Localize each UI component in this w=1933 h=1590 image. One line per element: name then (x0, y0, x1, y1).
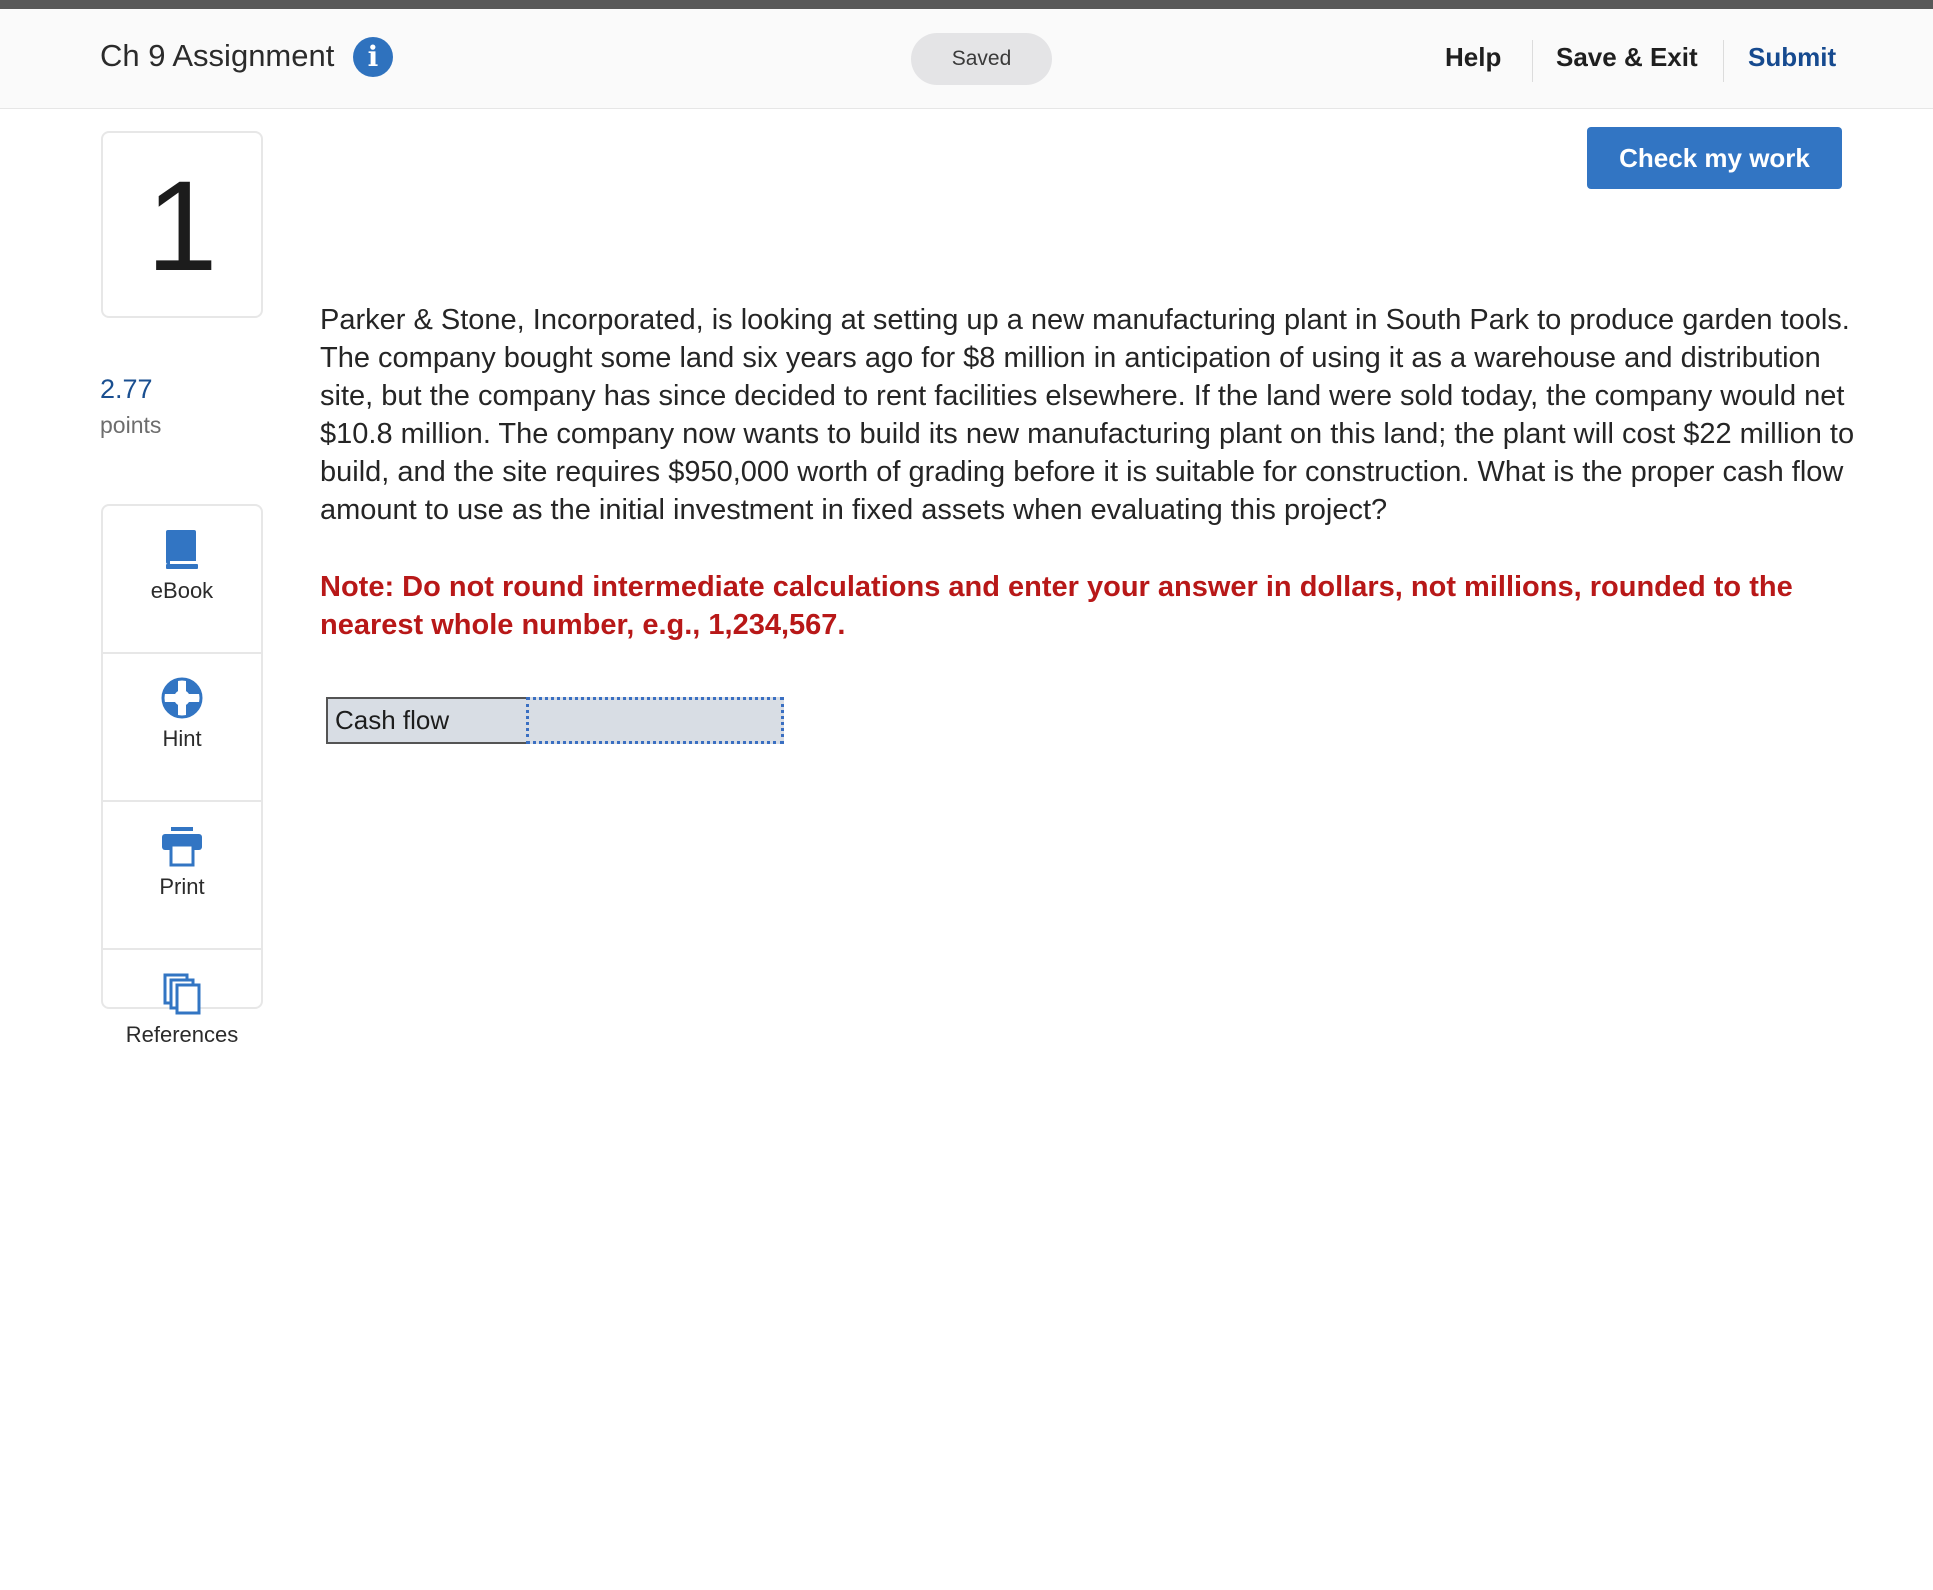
lifebuoy-icon (160, 676, 204, 720)
hint-button[interactable] (103, 676, 261, 802)
print-button[interactable] (103, 824, 261, 950)
points-value: 2.77 (100, 374, 153, 404)
hint-label: Hint (162, 726, 202, 751)
print-label: Print (159, 874, 205, 899)
submit-link[interactable]: Submit (1748, 42, 1837, 72)
book-icon (162, 528, 202, 572)
question-number: 1 (101, 131, 263, 318)
references-label: References (125, 1022, 239, 1047)
top-strip (0, 0, 1933, 9)
question-text: Parker & Stone, Incorporated, is looking at setting up a new manufacturing plant in South Park to produce garden tools. The company bought some land six years ago for $8 million in anticipation of using it as a warehouse and distribution site, but the company has since decided to rent facilities elsewhere. If the land were sold today, the company would net $10.8 million. The company now wants to build its new manufacturing plant on this land; the plant will cost $22 million to build, and the site requires $950,000 worth of grading before it is suitable for construction. What is the proper cash flow amount to use as the initial investment in fixed assets when evaluating this project? (320, 304, 1855, 526)
points-label: points (100, 412, 162, 438)
ebook-label: eBook (150, 578, 214, 603)
question-note: Note: Do not round intermediate calculations and enter your answer in dollars, not millions, rounded to the nearest whole number, e.g., 1,234,567. (320, 571, 1793, 641)
copy-documents-icon (160, 972, 204, 1016)
answer-table (326, 697, 784, 744)
assignment-title: Ch 9 Assignment (100, 38, 335, 73)
references-button[interactable] (103, 972, 261, 1098)
ebook-button[interactable] (103, 528, 261, 654)
check-my-work-button[interactable]: Check my work (1587, 127, 1842, 189)
header-bar (0, 9, 1933, 109)
nav-divider (1723, 40, 1724, 82)
saved-status-badge: Saved (911, 33, 1052, 85)
cash-flow-label: Cash flow (326, 697, 526, 744)
help-link[interactable]: Help (1445, 42, 1502, 72)
printer-icon (160, 824, 204, 868)
info-icon[interactable]: i (353, 37, 393, 77)
nav-divider (1532, 40, 1533, 82)
cash-flow-input[interactable] (526, 697, 784, 744)
tools-panel (101, 504, 263, 1047)
save-exit-link[interactable]: Save & Exit (1556, 42, 1698, 72)
